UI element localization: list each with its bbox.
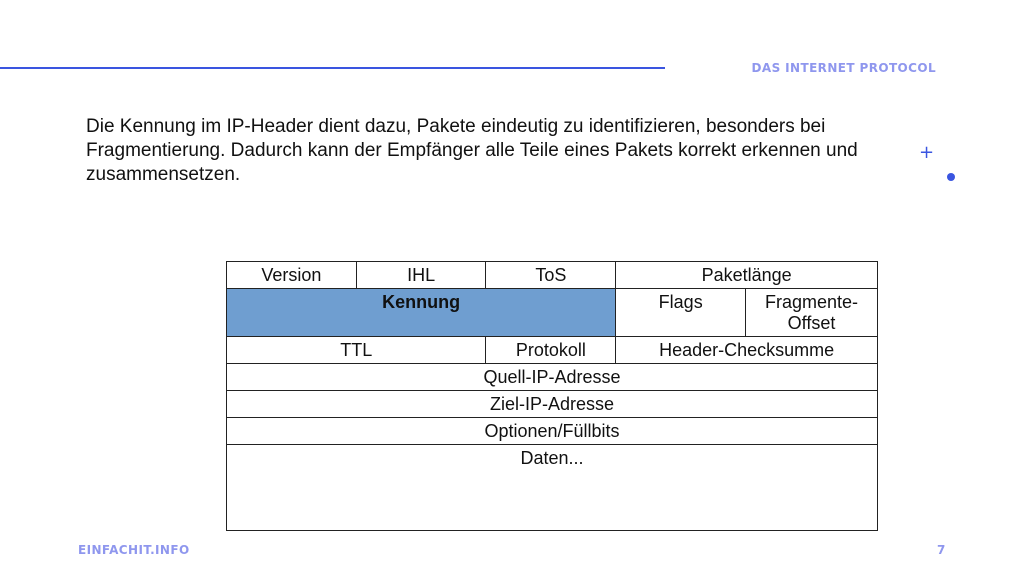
table-row [227, 337, 878, 364]
cell-flags: Flags [616, 289, 746, 337]
table-row [227, 445, 878, 531]
table-row [227, 418, 878, 445]
footer-site-label: EINFACHIT.INFO [78, 543, 190, 557]
cell-protokoll: Protokoll [486, 337, 616, 364]
page-number: 7 [937, 543, 946, 557]
cell-fragment-offset: Fragmente-Offset [746, 289, 878, 337]
body-paragraph: Die Kennung im IP-Header dient dazu, Pakete eindeutig zu identifizieren, besonders bei Fragmentierung. Dadurch kann der Empfänger alle Teile eines Pakets korrekt erkennen und zusammensetzen. [86, 116, 858, 185]
cell-quell-ip: Quell-IP-Adresse [227, 364, 878, 391]
cell-ziel-ip: Ziel-IP-Adresse [227, 391, 878, 418]
cell-daten: Daten... [227, 445, 878, 531]
cell-paketlaenge: Paketlänge [616, 262, 878, 289]
cell-ihl: IHL [356, 262, 486, 289]
cell-optionen: Optionen/Füllbits [227, 418, 878, 445]
dot-icon [947, 173, 955, 181]
header-divider-line [0, 67, 665, 69]
cell-tos: ToS [486, 262, 616, 289]
cell-ttl: TTL [227, 337, 486, 364]
table-row [227, 289, 878, 337]
cell-header-checksumme: Header-Checksumme [616, 337, 878, 364]
table-row [227, 364, 878, 391]
table-row [227, 262, 878, 289]
ip-header-table [226, 261, 878, 531]
cell-version: Version [227, 262, 357, 289]
plus-icon: + [919, 142, 935, 163]
section-title: DAS INTERNET PROTOCOL [751, 61, 936, 75]
table-row [227, 391, 878, 418]
cell-kennung-highlighted: Kennung [227, 289, 616, 337]
